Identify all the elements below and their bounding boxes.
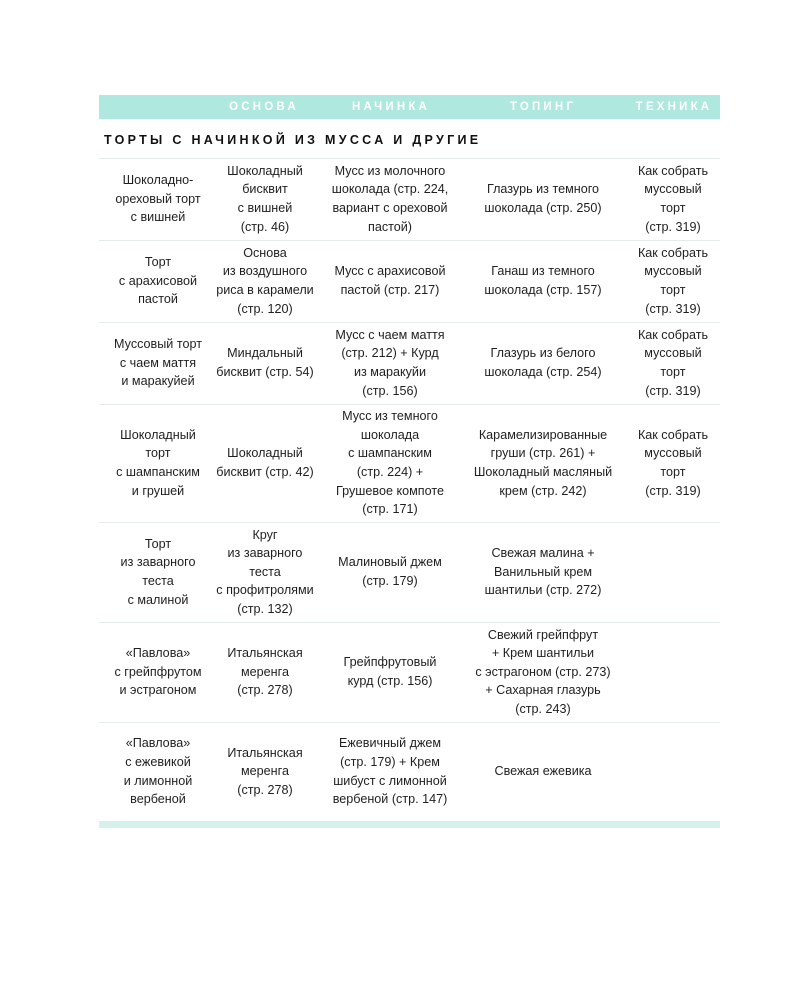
- header-technique: ТЕХНИКА: [635, 101, 713, 113]
- table-row: [99, 240, 720, 322]
- topping-cell: Ганаш из темного шоколада (стр. 157): [484, 264, 602, 297]
- base-cell: Шоколадный бисквит (стр. 42): [216, 446, 314, 479]
- filling-cell: Мусс из молочного шоколада (стр. 224, вариант с ореховой пастой): [331, 163, 449, 234]
- table-row: [99, 404, 720, 522]
- cake-name-cell: Торт с арахисовой пастой: [118, 255, 198, 307]
- filling-cell: Мусс с чаем маття (стр. 212) + Курд из маракуйи (стр. 156): [335, 327, 445, 398]
- header-filling: НАЧИНКА: [351, 101, 431, 113]
- topping-cell: Свежий грейпфрут + Крем шантильи с эстрагоном (стр. 273) + Сахарная глазурь (стр. 243): [475, 627, 611, 716]
- table-row: [99, 722, 720, 821]
- cake-name-cell: Торт из заварного теста с малиной: [120, 536, 196, 607]
- cake-name-cell: «Павлова» с грейпфрутом и эстрагоном: [114, 646, 202, 698]
- base-cell: Шоколадный бисквит с вишней (стр. 46): [227, 163, 303, 234]
- header-topping: ТОПИНГ: [509, 101, 577, 113]
- topping-cell: Свежая малина + Ванильный крем шантильи (стр. 272): [484, 546, 602, 598]
- filling-cell: Мусс с арахисовой пастой (стр. 217): [334, 264, 446, 297]
- base-cell: Основа из воздушного риса в карамели (стр. 120): [216, 245, 314, 316]
- base-cell: Итальянская меренга (стр. 278): [227, 646, 303, 698]
- topping-cell: Карамелизированные груши (стр. 261) + Шоколадный масляный крем (стр. 242): [473, 427, 613, 498]
- cake-name-cell: Шоколадный торт с шампанским и грушей: [116, 427, 200, 498]
- section-title: ТОРТЫ С НАЧИНКОЙ ИЗ МУССА И ДРУГИЕ: [104, 133, 482, 147]
- table-footer-band: [99, 821, 720, 828]
- table-header: [99, 95, 720, 119]
- filling-cell: Ежевичный джем (стр. 179) + Крем шибуст с лимонной вербеной (стр. 147): [332, 736, 448, 807]
- filling-cell: Малиновый джем (стр. 179): [338, 555, 442, 588]
- cake-name-cell: «Павлова» с ежевикой и лимонной вербеной: [123, 736, 193, 807]
- base-cell: Итальянская меренга (стр. 278): [227, 745, 303, 797]
- technique-cell: [629, 622, 717, 722]
- table-row: [99, 522, 720, 622]
- table-row: [99, 322, 720, 404]
- table-row: [99, 622, 720, 722]
- base-cell: Круг из заварного теста с профитролями (стр. 132): [216, 527, 314, 616]
- technique-cell: Как собрать муссовый торт (стр. 319): [637, 327, 709, 398]
- table-row: [99, 158, 720, 240]
- filling-cell: Мусс из темного шоколада с шампанским (стр. 224) + Грушевое компоте (стр. 171): [336, 409, 444, 517]
- cake-name-cell: Шоколадно- ореховый торт с вишней: [115, 173, 201, 225]
- technique-cell: [629, 722, 717, 821]
- topping-cell: Свежая ежевика: [494, 764, 592, 779]
- technique-cell: [629, 522, 717, 622]
- header-base: ОСНОВА: [229, 101, 299, 113]
- cake-name-cell: Муссовый торт с чаем маття и маракуйей: [114, 337, 202, 389]
- filling-cell: Грейпфрутовый курд (стр. 156): [343, 655, 437, 688]
- technique-cell: Как собрать муссовый торт (стр. 319): [637, 245, 709, 316]
- topping-cell: Глазурь из темного шоколада (стр. 250): [484, 182, 602, 215]
- technique-cell: Как собрать муссовый торт (стр. 319): [637, 427, 709, 498]
- topping-cell: Глазурь из белого шоколада (стр. 254): [484, 346, 602, 379]
- technique-cell: Как собрать муссовый торт (стр. 319): [637, 163, 709, 234]
- base-cell: Миндальный бисквит (стр. 54): [216, 346, 314, 379]
